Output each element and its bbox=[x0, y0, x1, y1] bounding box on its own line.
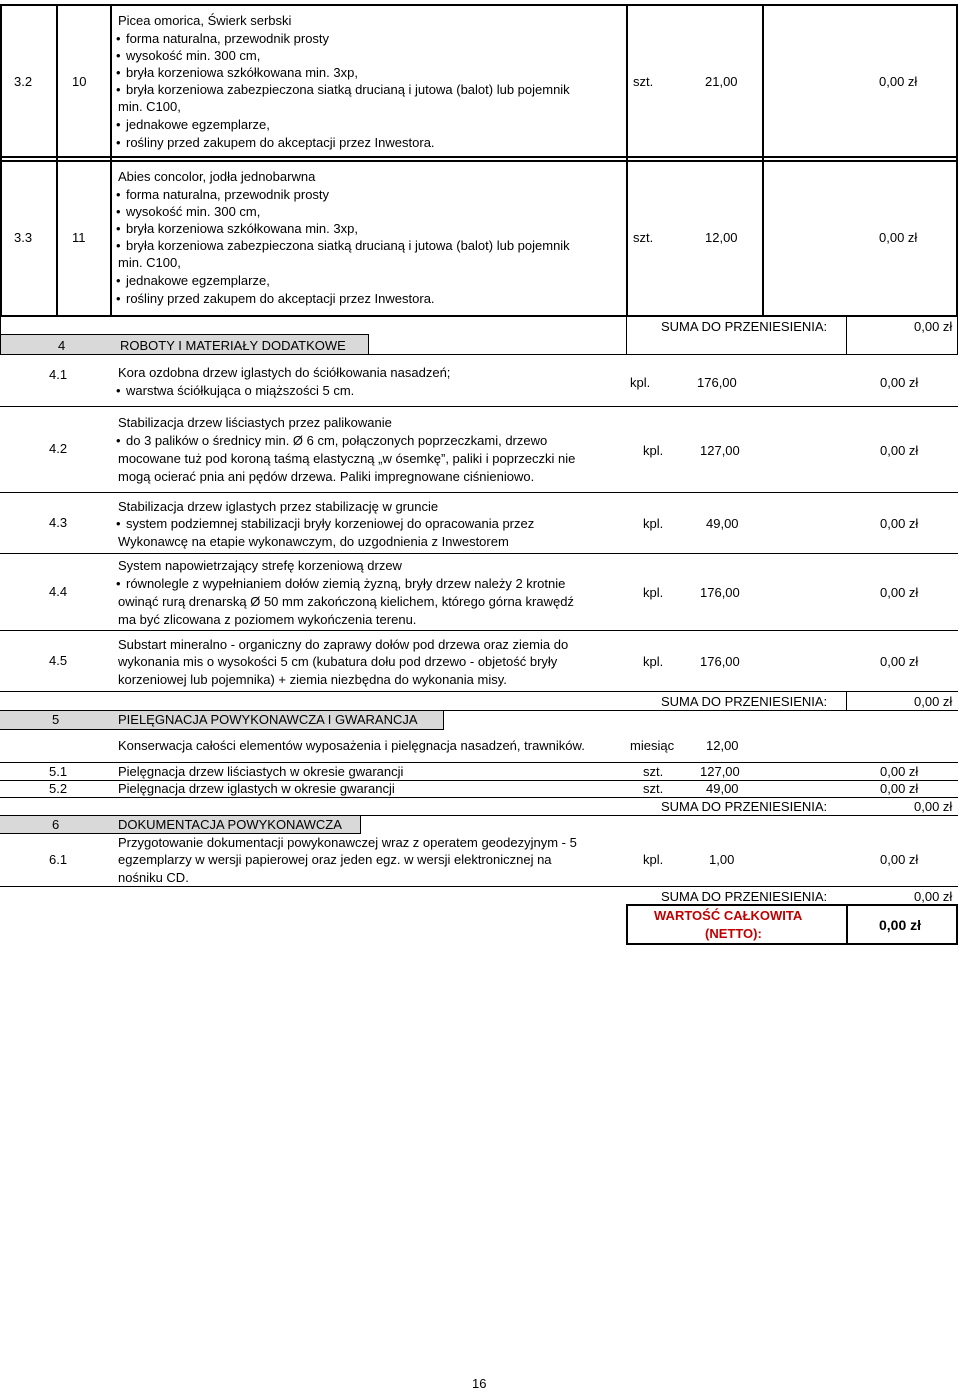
rule bbox=[0, 4, 2, 317]
item-value: 0,00 zł bbox=[880, 781, 919, 796]
item-line: min. C100, bbox=[118, 255, 181, 270]
rule bbox=[626, 943, 958, 945]
item-id: 4.1 bbox=[49, 367, 68, 382]
item-line: Konserwacja całości elementów wyposażenia i pielęgnacja nasadzeń, trawników. bbox=[118, 738, 585, 753]
sum-label: SUMA DO PRZENIESIENIA: bbox=[661, 694, 828, 709]
item-line: System napowietrzający strefę korzeniową drzew bbox=[118, 558, 402, 573]
item-id: 6.1 bbox=[49, 852, 68, 867]
item-line: Stabilizacja drzew iglastych przez stabilizację w gruncie bbox=[118, 499, 439, 514]
item-value: 0,00 zł bbox=[879, 74, 918, 89]
item-id: 4.3 bbox=[49, 515, 68, 530]
item-quantity: 21,00 bbox=[705, 74, 738, 89]
rule bbox=[0, 406, 958, 407]
item-line: • bryła korzeniowa zabezpieczona siatką drucianą i jutowa (balot) lub pojemnik bbox=[126, 81, 570, 98]
rule bbox=[0, 156, 958, 158]
item-id: 5.2 bbox=[49, 781, 68, 796]
item-line: korzeniowej lub pojemnika) + ziemia niezbędna do wykonania misy. bbox=[118, 672, 507, 687]
item-unit: szt. bbox=[633, 74, 654, 89]
item-line: • jednakowe egzemplarze, bbox=[126, 272, 270, 289]
item-line: • równolegle z wypełnianiem dołów ziemią żyzną, bryły drzew należy 2 krotnie bbox=[126, 575, 565, 592]
rule bbox=[0, 553, 958, 554]
section-number: 5 bbox=[52, 712, 60, 727]
item-line: • rośliny przed zakupem do akceptacji przez Inwestora. bbox=[126, 134, 435, 151]
item-id: 3.2 bbox=[14, 74, 33, 89]
item-quantity: 176,00 bbox=[700, 654, 740, 669]
item-id: 4.4 bbox=[49, 584, 68, 599]
item-id: 3.3 bbox=[14, 230, 33, 245]
item-value: 0,00 zł bbox=[880, 443, 919, 458]
item-value: 0,00 zł bbox=[880, 654, 919, 669]
item-quantity: 176,00 bbox=[700, 585, 740, 600]
rule bbox=[956, 904, 958, 945]
rule bbox=[360, 815, 361, 834]
item-value: 0,00 zł bbox=[880, 375, 919, 390]
item-quantity: 127,00 bbox=[700, 443, 740, 458]
item-line: owinąć rurą drenarską Ø 50 mm zakończoną kielichem, którego górna krawędź bbox=[118, 594, 574, 609]
item-quantity: 127,00 bbox=[700, 764, 740, 779]
item-unit: szt. bbox=[643, 764, 664, 779]
total-label: (NETTO): bbox=[705, 926, 762, 941]
section-number: 4 bbox=[58, 338, 66, 353]
rule bbox=[762, 4, 764, 317]
item-line: • wysokość min. 300 cm, bbox=[126, 47, 260, 64]
item-unit: szt. bbox=[643, 781, 664, 796]
item-line: Przygotowanie dokumentacji powykonawczej wraz z operatem geodezyjnym - 5 bbox=[118, 835, 577, 850]
item-unit: kpl. bbox=[630, 375, 651, 390]
item-unit: szt. bbox=[633, 230, 654, 245]
item-line: • bryła korzeniowa zabezpieczona siatką drucianą i jutowa (balot) lub pojemnik bbox=[126, 237, 570, 254]
item-number: 11 bbox=[72, 230, 86, 245]
item-number: 10 bbox=[72, 74, 87, 89]
item-unit: kpl. bbox=[643, 852, 664, 867]
rule bbox=[110, 4, 112, 317]
sum-label: SUMA DO PRZENIESIENIA: bbox=[661, 889, 828, 904]
section-number: 6 bbox=[52, 817, 60, 832]
item-value: 0,00 zł bbox=[880, 764, 919, 779]
item-line: • system podziemnej stabilizacji bryły korzeniowej do opracowania przez bbox=[126, 515, 534, 532]
item-line: • rośliny przed zakupem do akceptacji przez Inwestora. bbox=[126, 290, 435, 307]
rule bbox=[0, 160, 958, 162]
item-line: mocowane tuż pod koroną taśmą elastyczną „w ósemkę”, paliki i poprzeczki nie bbox=[118, 451, 576, 466]
item-id: 5.1 bbox=[49, 764, 68, 779]
item-unit: kpl. bbox=[643, 654, 664, 669]
item-quantity: 1,00 bbox=[709, 852, 735, 867]
sum-label: SUMA DO PRZENIESIENIA: bbox=[661, 799, 828, 814]
item-value: 0,00 zł bbox=[880, 585, 919, 600]
rule bbox=[0, 886, 958, 887]
rule bbox=[0, 729, 443, 730]
item-line: Wykonawcę na etapie wykonawczym, do uzgodnienia z Inwestorem bbox=[118, 534, 509, 549]
rule bbox=[0, 315, 958, 317]
rule bbox=[626, 904, 958, 906]
item-value: 0,00 zł bbox=[879, 230, 918, 245]
rule bbox=[0, 630, 958, 631]
item-quantity: 12,00 bbox=[705, 230, 738, 245]
item-unit: kpl. bbox=[643, 585, 664, 600]
item-line: ma być zlicowana z poziomem wykończenia terenu. bbox=[118, 612, 417, 627]
item-line: • bryła korzeniowa szkółkowana min. 3xp, bbox=[126, 220, 358, 237]
item-line: Kora ozdobna drzew iglastych do ściółkowania nasadzeń; bbox=[118, 365, 451, 380]
sum-value: 0,00 zł bbox=[914, 319, 953, 334]
item-unit: miesiąc bbox=[630, 738, 675, 753]
item-line: • do 3 palików o średnicy min. Ø 6 cm, połączonych poprzeczkami, drzewo bbox=[126, 432, 547, 449]
item-line: egzemplarzy w wersji papierowej oraz jeden egz. w wersji elektronicznej na bbox=[118, 852, 552, 867]
rule bbox=[846, 317, 847, 355]
item-quantity: 12,00 bbox=[706, 738, 739, 753]
item-value: 0,00 zł bbox=[880, 852, 919, 867]
section-title: DOKUMENTACJA POWYKONAWCZA bbox=[118, 817, 342, 832]
rule bbox=[0, 4, 958, 6]
item-title: Abies concolor, jodła jednobarwna bbox=[118, 169, 316, 184]
rule bbox=[626, 317, 627, 355]
sum-label: SUMA DO PRZENIESIENIA: bbox=[661, 319, 828, 334]
item-id: 4.2 bbox=[49, 441, 68, 456]
item-quantity: 49,00 bbox=[706, 516, 739, 531]
section-title: PIELĘGNACJA POWYKONAWCZA I GWARANCJA bbox=[118, 712, 418, 727]
rule bbox=[626, 904, 628, 945]
item-value: 0,00 zł bbox=[880, 516, 919, 531]
rule bbox=[957, 317, 958, 355]
rule bbox=[0, 317, 1, 355]
rule bbox=[846, 904, 848, 945]
rule bbox=[368, 334, 369, 355]
item-id: 4.5 bbox=[49, 653, 68, 668]
item-unit: kpl. bbox=[643, 443, 664, 458]
sum-value: 0,00 zł bbox=[914, 799, 953, 814]
item-line: • forma naturalna, przewodnik prosty bbox=[126, 30, 329, 47]
page-number: 16 bbox=[472, 1376, 487, 1391]
rule bbox=[0, 492, 958, 493]
item-line: • bryła korzeniowa szkółkowana min. 3xp, bbox=[126, 64, 358, 81]
item-line: mogą ocierać pnia ani pędów drzewa. Paliki impregnowane ciśnieniowo. bbox=[118, 469, 535, 484]
item-line: • warstwa ściółkująca o miąższości 5 cm. bbox=[126, 382, 354, 399]
section-title: ROBOTY I MATERIAŁY DODATKOWE bbox=[120, 338, 346, 353]
total-value: 0,00 zł bbox=[879, 917, 922, 933]
rule bbox=[443, 710, 444, 730]
rule bbox=[956, 4, 958, 317]
item-quantity: 176,00 bbox=[697, 375, 737, 390]
rule bbox=[846, 692, 847, 711]
rule bbox=[0, 334, 368, 335]
item-line: • wysokość min. 300 cm, bbox=[126, 203, 260, 220]
item-unit: kpl. bbox=[643, 516, 664, 531]
item-line: min. C100, bbox=[118, 99, 181, 114]
item-title: Picea omorica, Świerk serbski bbox=[118, 13, 292, 28]
sum-value: 0,00 zł bbox=[914, 889, 953, 904]
rule bbox=[0, 354, 958, 355]
item-line: • forma naturalna, przewodnik prosty bbox=[126, 186, 329, 203]
item-line: Pielęgnacja drzew liściastych w okresie gwarancji bbox=[118, 764, 404, 779]
item-line: nośniku CD. bbox=[118, 870, 189, 885]
sum-value: 0,00 zł bbox=[914, 694, 953, 709]
rule bbox=[56, 4, 58, 317]
item-line: Stabilizacja drzew liściastych przez palikowanie bbox=[118, 415, 392, 430]
item-line: Substart mineralno - organiczny do zaprawy dołów pod drzewa oraz ziemia do bbox=[118, 637, 569, 652]
rule bbox=[626, 4, 628, 317]
item-quantity: 49,00 bbox=[706, 781, 739, 796]
total-label: WARTOŚĆ CAŁKOWITA bbox=[654, 908, 803, 923]
item-line: Pielęgnacja drzew iglastych w okresie gwarancji bbox=[118, 781, 395, 796]
rule bbox=[0, 691, 958, 692]
item-line: • jednakowe egzemplarze, bbox=[126, 116, 270, 133]
item-line: wykonania mis o wysokości 5 cm (kubatura dołu pod drzewo - objetość bryły bbox=[118, 654, 558, 669]
